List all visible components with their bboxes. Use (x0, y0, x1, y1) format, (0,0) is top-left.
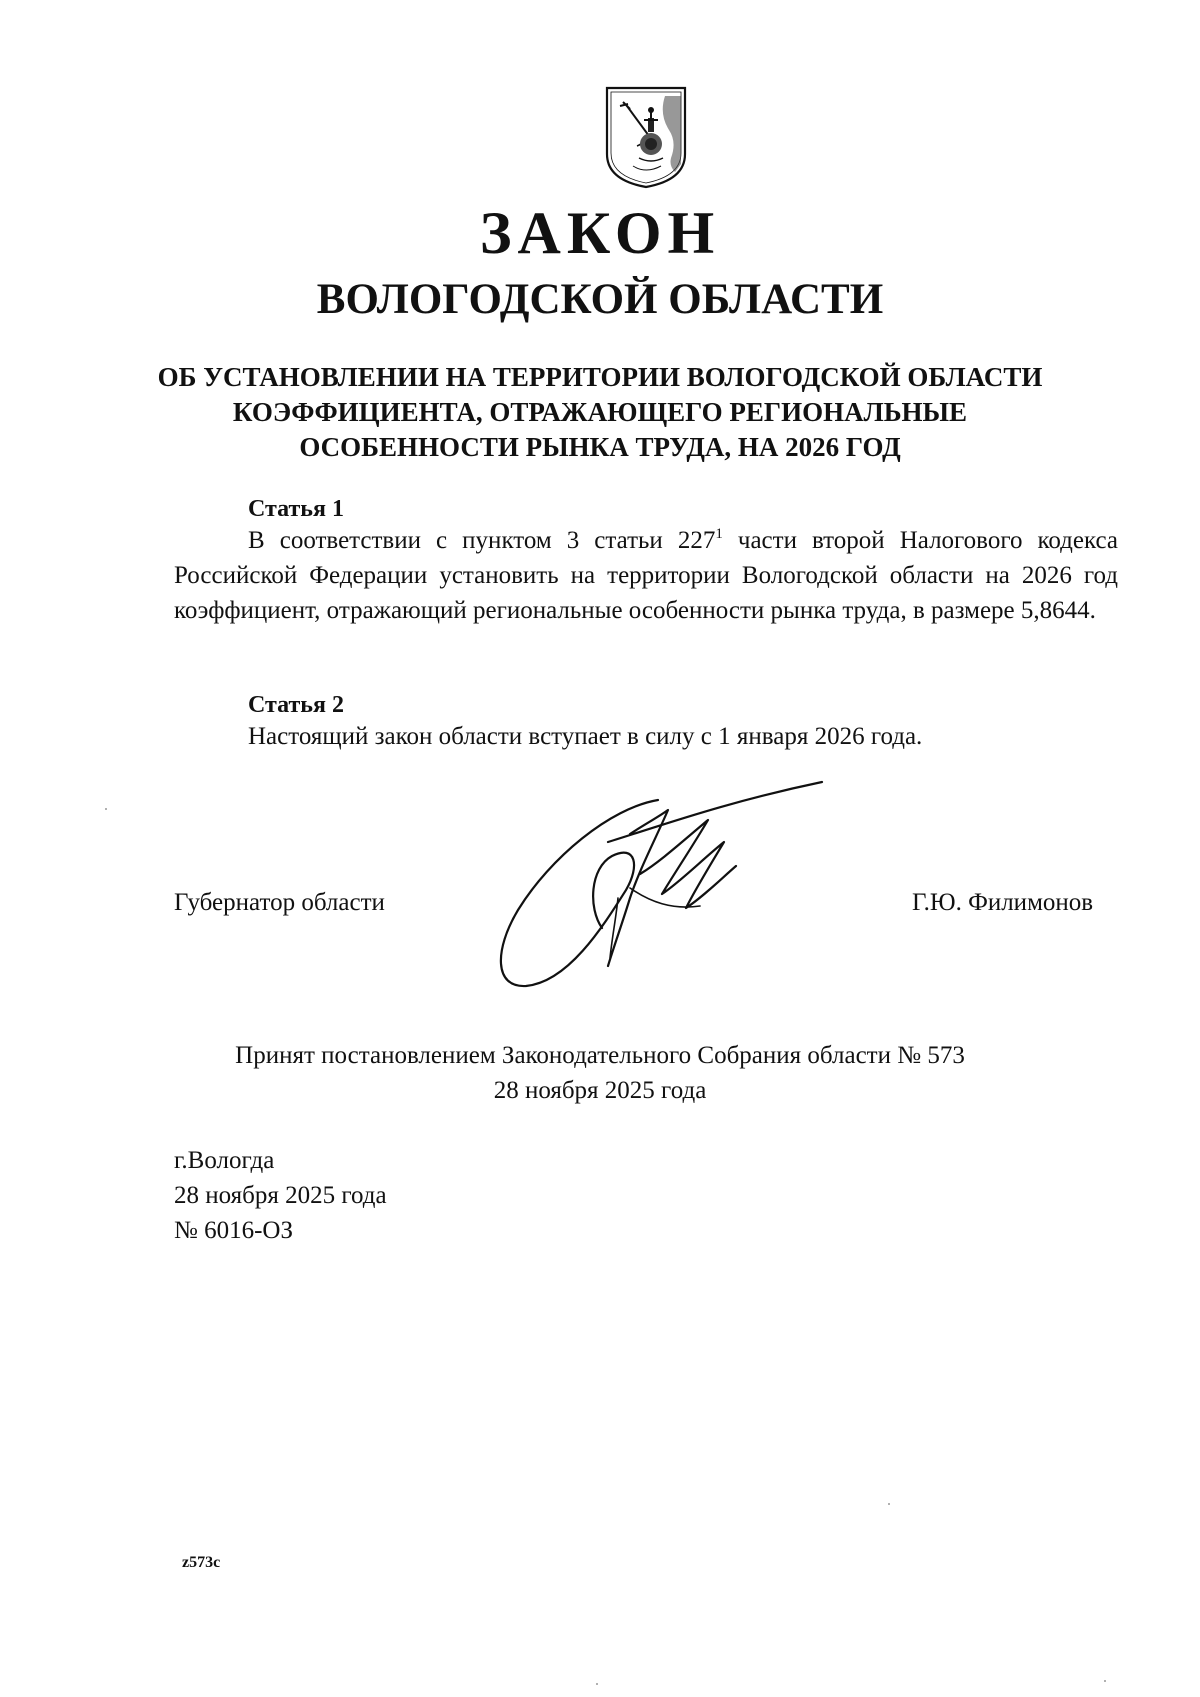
article-1-text-part: В соответствии с пунктом 3 статьи 227 (248, 527, 716, 554)
scan-speck (105, 808, 107, 810)
adoption-statement: Принят постановлением Законодательного Собрания области № 573 (235, 1042, 965, 1069)
law-subject (150, 360, 1050, 465)
subject-line: ОСОБЕННОСТИ РЫНКА ТРУДА, НА 2026 ГОД (299, 432, 901, 462)
article-1-title: Статья 1 (248, 496, 344, 522)
scan-speck (596, 1683, 598, 1685)
article-1-superscript: 1 (715, 526, 723, 542)
signatory-name: Г.Ю. Филимонов (912, 889, 1094, 916)
place-date: 28 ноября 2025 года (174, 1182, 387, 1209)
law-number: № 6016-ОЗ (174, 1217, 294, 1244)
article-1-text-part: части второй Налогового кодекса Российской Федерации установить на территории Вологодской области на 2026 год коэффициент, отражающий региональные особенности рынка труда, в размере 5,8644. (174, 527, 1118, 624)
scan-speck (888, 1503, 890, 1505)
document-code: z573c (182, 1554, 221, 1571)
scan-speck (1104, 1680, 1106, 1682)
place-city: г.Вологда (174, 1147, 275, 1174)
article-2-text: Настоящий закон области вступает в силу с 1 января 2026 года. (248, 723, 923, 750)
adoption-date: 28 ноября 2025 года (493, 1077, 707, 1104)
article-2-title: Статья 2 (248, 692, 344, 718)
subject-line: КОЭФФИЦИЕНТА, ОТРАЖАЮЩЕГО РЕГИОНАЛЬНЫЕ (232, 397, 968, 427)
signatory-position: Губернатор области (174, 889, 385, 916)
document-type-title: ЗАКОН (479, 200, 721, 266)
coat-of-arms-icon (603, 84, 689, 190)
subject-line: ОБ УСТАНОВЛЕНИИ НА ТЕРРИТОРИИ ВОЛОГОДСКОЙ ОБЛАСТИ (157, 362, 1043, 392)
handwritten-signature-icon (490, 778, 830, 996)
region-title: ВОЛОГОДСКОЙ ОБЛАСТИ (316, 276, 884, 323)
article-1-text (174, 523, 1118, 628)
